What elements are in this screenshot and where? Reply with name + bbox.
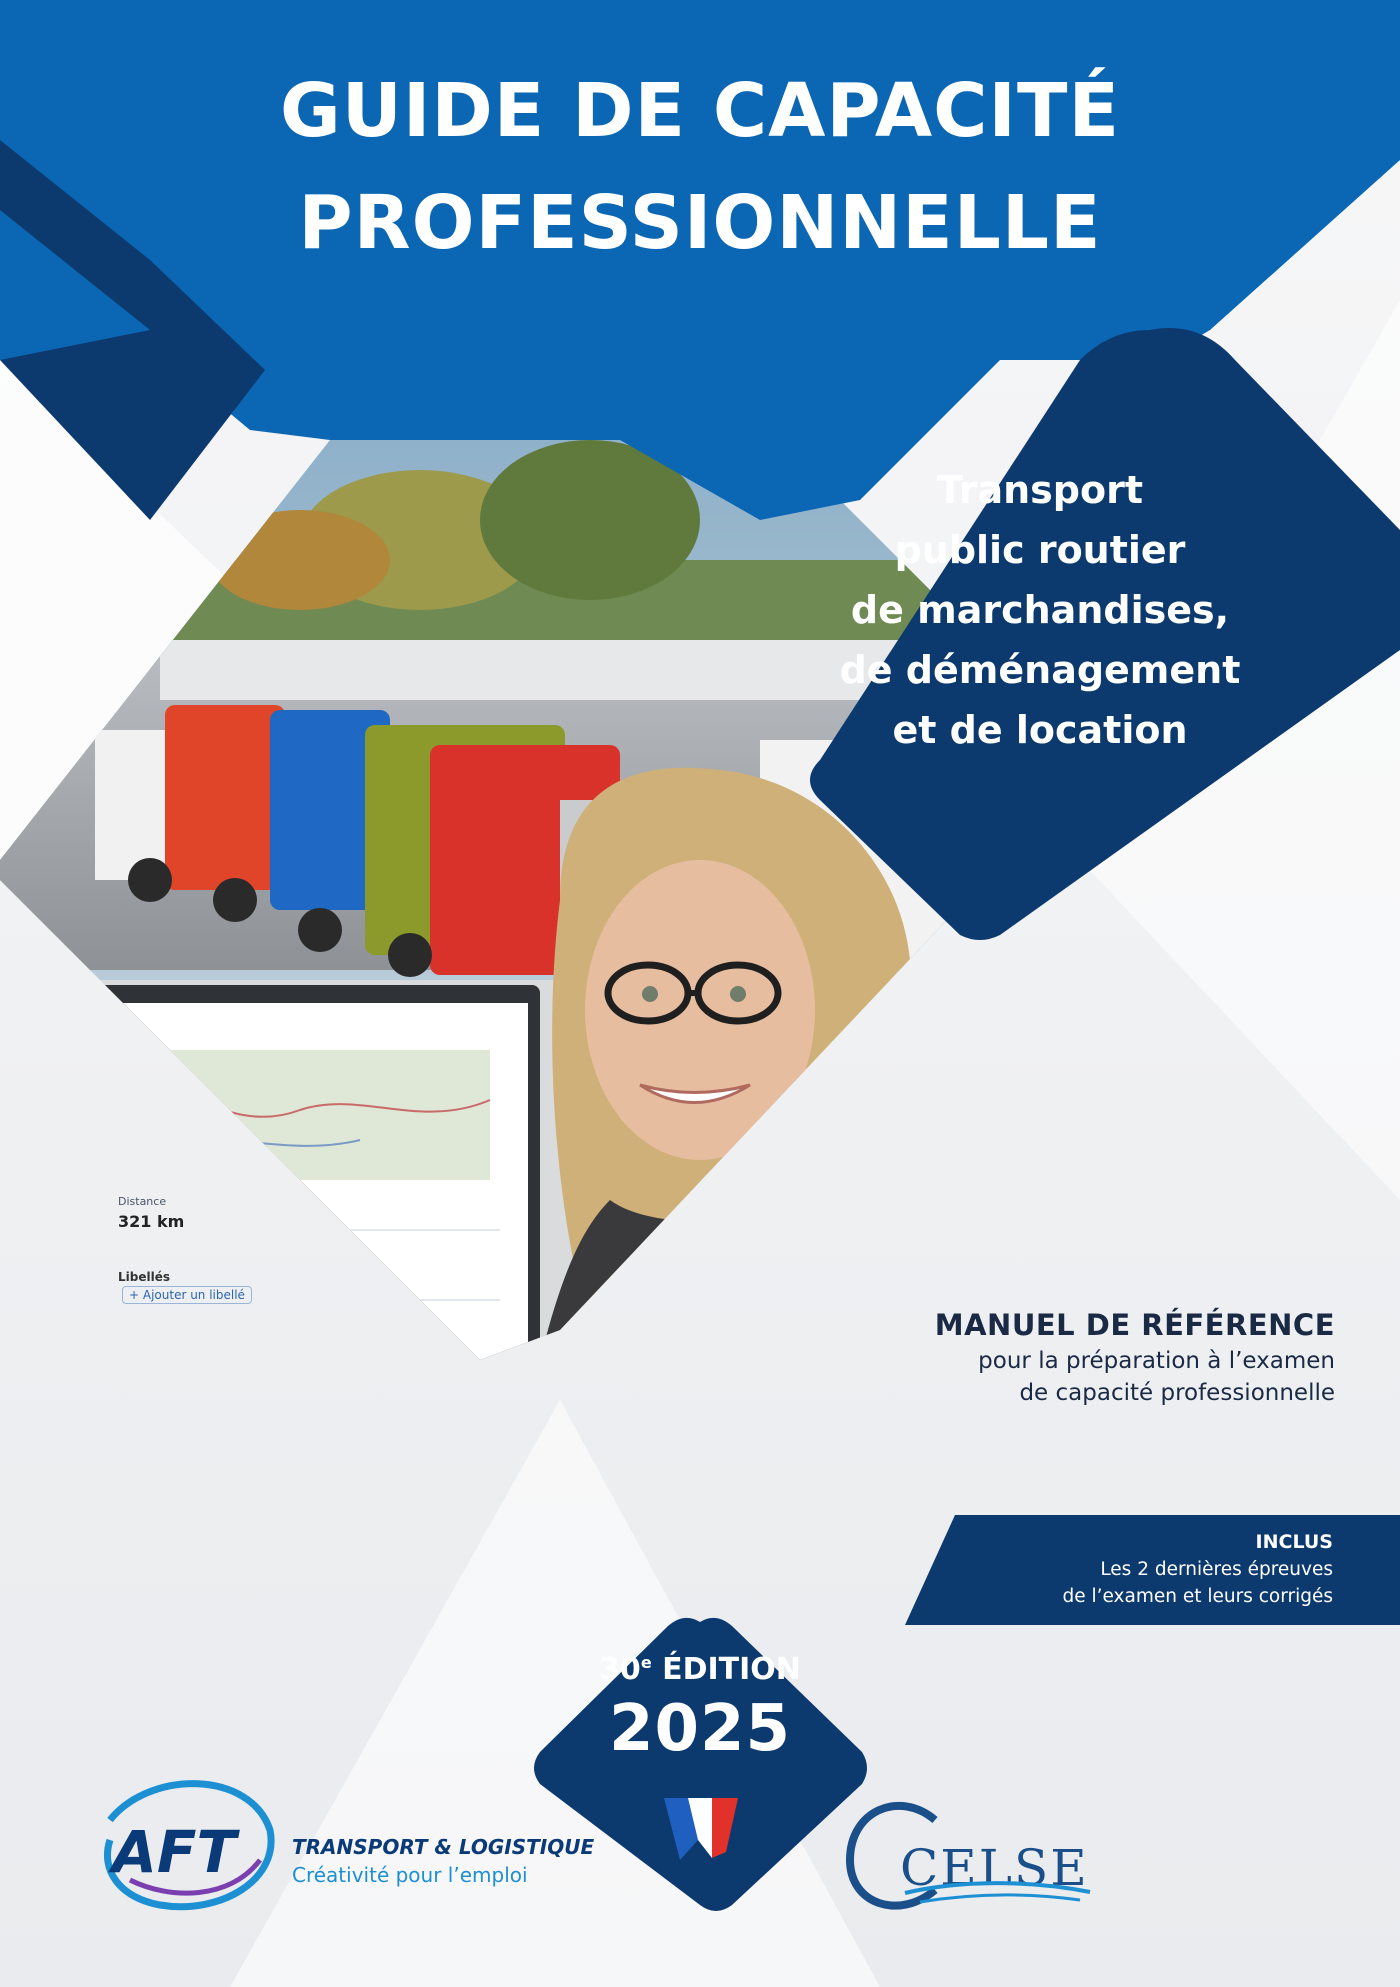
title-line-1: GUIDE DE CAPACITÉ [280, 68, 1120, 154]
cover-subtitle [760, 460, 1320, 760]
monitor [80, 985, 540, 1395]
aft-line-2: Créativité pour l’emploi [292, 1863, 528, 1887]
subtitle-line: et de location [892, 708, 1188, 752]
aft-line-1: TRANSPORT & LOGISTIQUE [292, 1835, 595, 1859]
edition-number: 30 [599, 1652, 641, 1687]
manual-line-2: de capacité professionnelle [1019, 1380, 1335, 1406]
edition-word: ÉDITION [662, 1652, 801, 1687]
map-add-label-button: + Ajouter un libellé [122, 1286, 252, 1304]
aft-logo-icon [107, 1784, 271, 1907]
edition-year: 2025 [608, 1692, 792, 1766]
map-labels-heading: Libellés [118, 1270, 170, 1284]
celse-logo-letters: CELSE [900, 1839, 1089, 1897]
subtitle-line: public routier [894, 528, 1186, 572]
subtitle-line: Transport [936, 468, 1143, 512]
subtitle-line: de déménagement [839, 648, 1241, 692]
map-distance-label: Distance [118, 1195, 167, 1208]
edition-suffix: e [640, 1653, 652, 1672]
title-line-2: PROFESSIONNELLE [298, 180, 1102, 266]
inclus-heading: INCLUS [1255, 1531, 1333, 1553]
manual-line-1: pour la préparation à l’examen [978, 1348, 1335, 1374]
manual-heading: MANUEL DE RÉFÉRENCE [934, 1308, 1335, 1342]
map-distance-value: 321 km [118, 1212, 185, 1231]
edition-label [560, 1643, 840, 1690]
edition-badge [560, 1643, 840, 1768]
manual-block [880, 1305, 1335, 1409]
inclus-block [905, 1528, 1333, 1610]
inclus-line-2: de l’examen et leurs corrigés [1062, 1586, 1333, 1607]
aft-tagline [292, 1833, 594, 1889]
subtitle-line: de marchandises, [850, 588, 1230, 632]
cover-title [0, 55, 1400, 279]
inclus-line-1: Les 2 dernières épreuves [1100, 1559, 1333, 1580]
celse-logo-icon [850, 1806, 1090, 1906]
aft-logo-letters: AFT [112, 1818, 237, 1886]
